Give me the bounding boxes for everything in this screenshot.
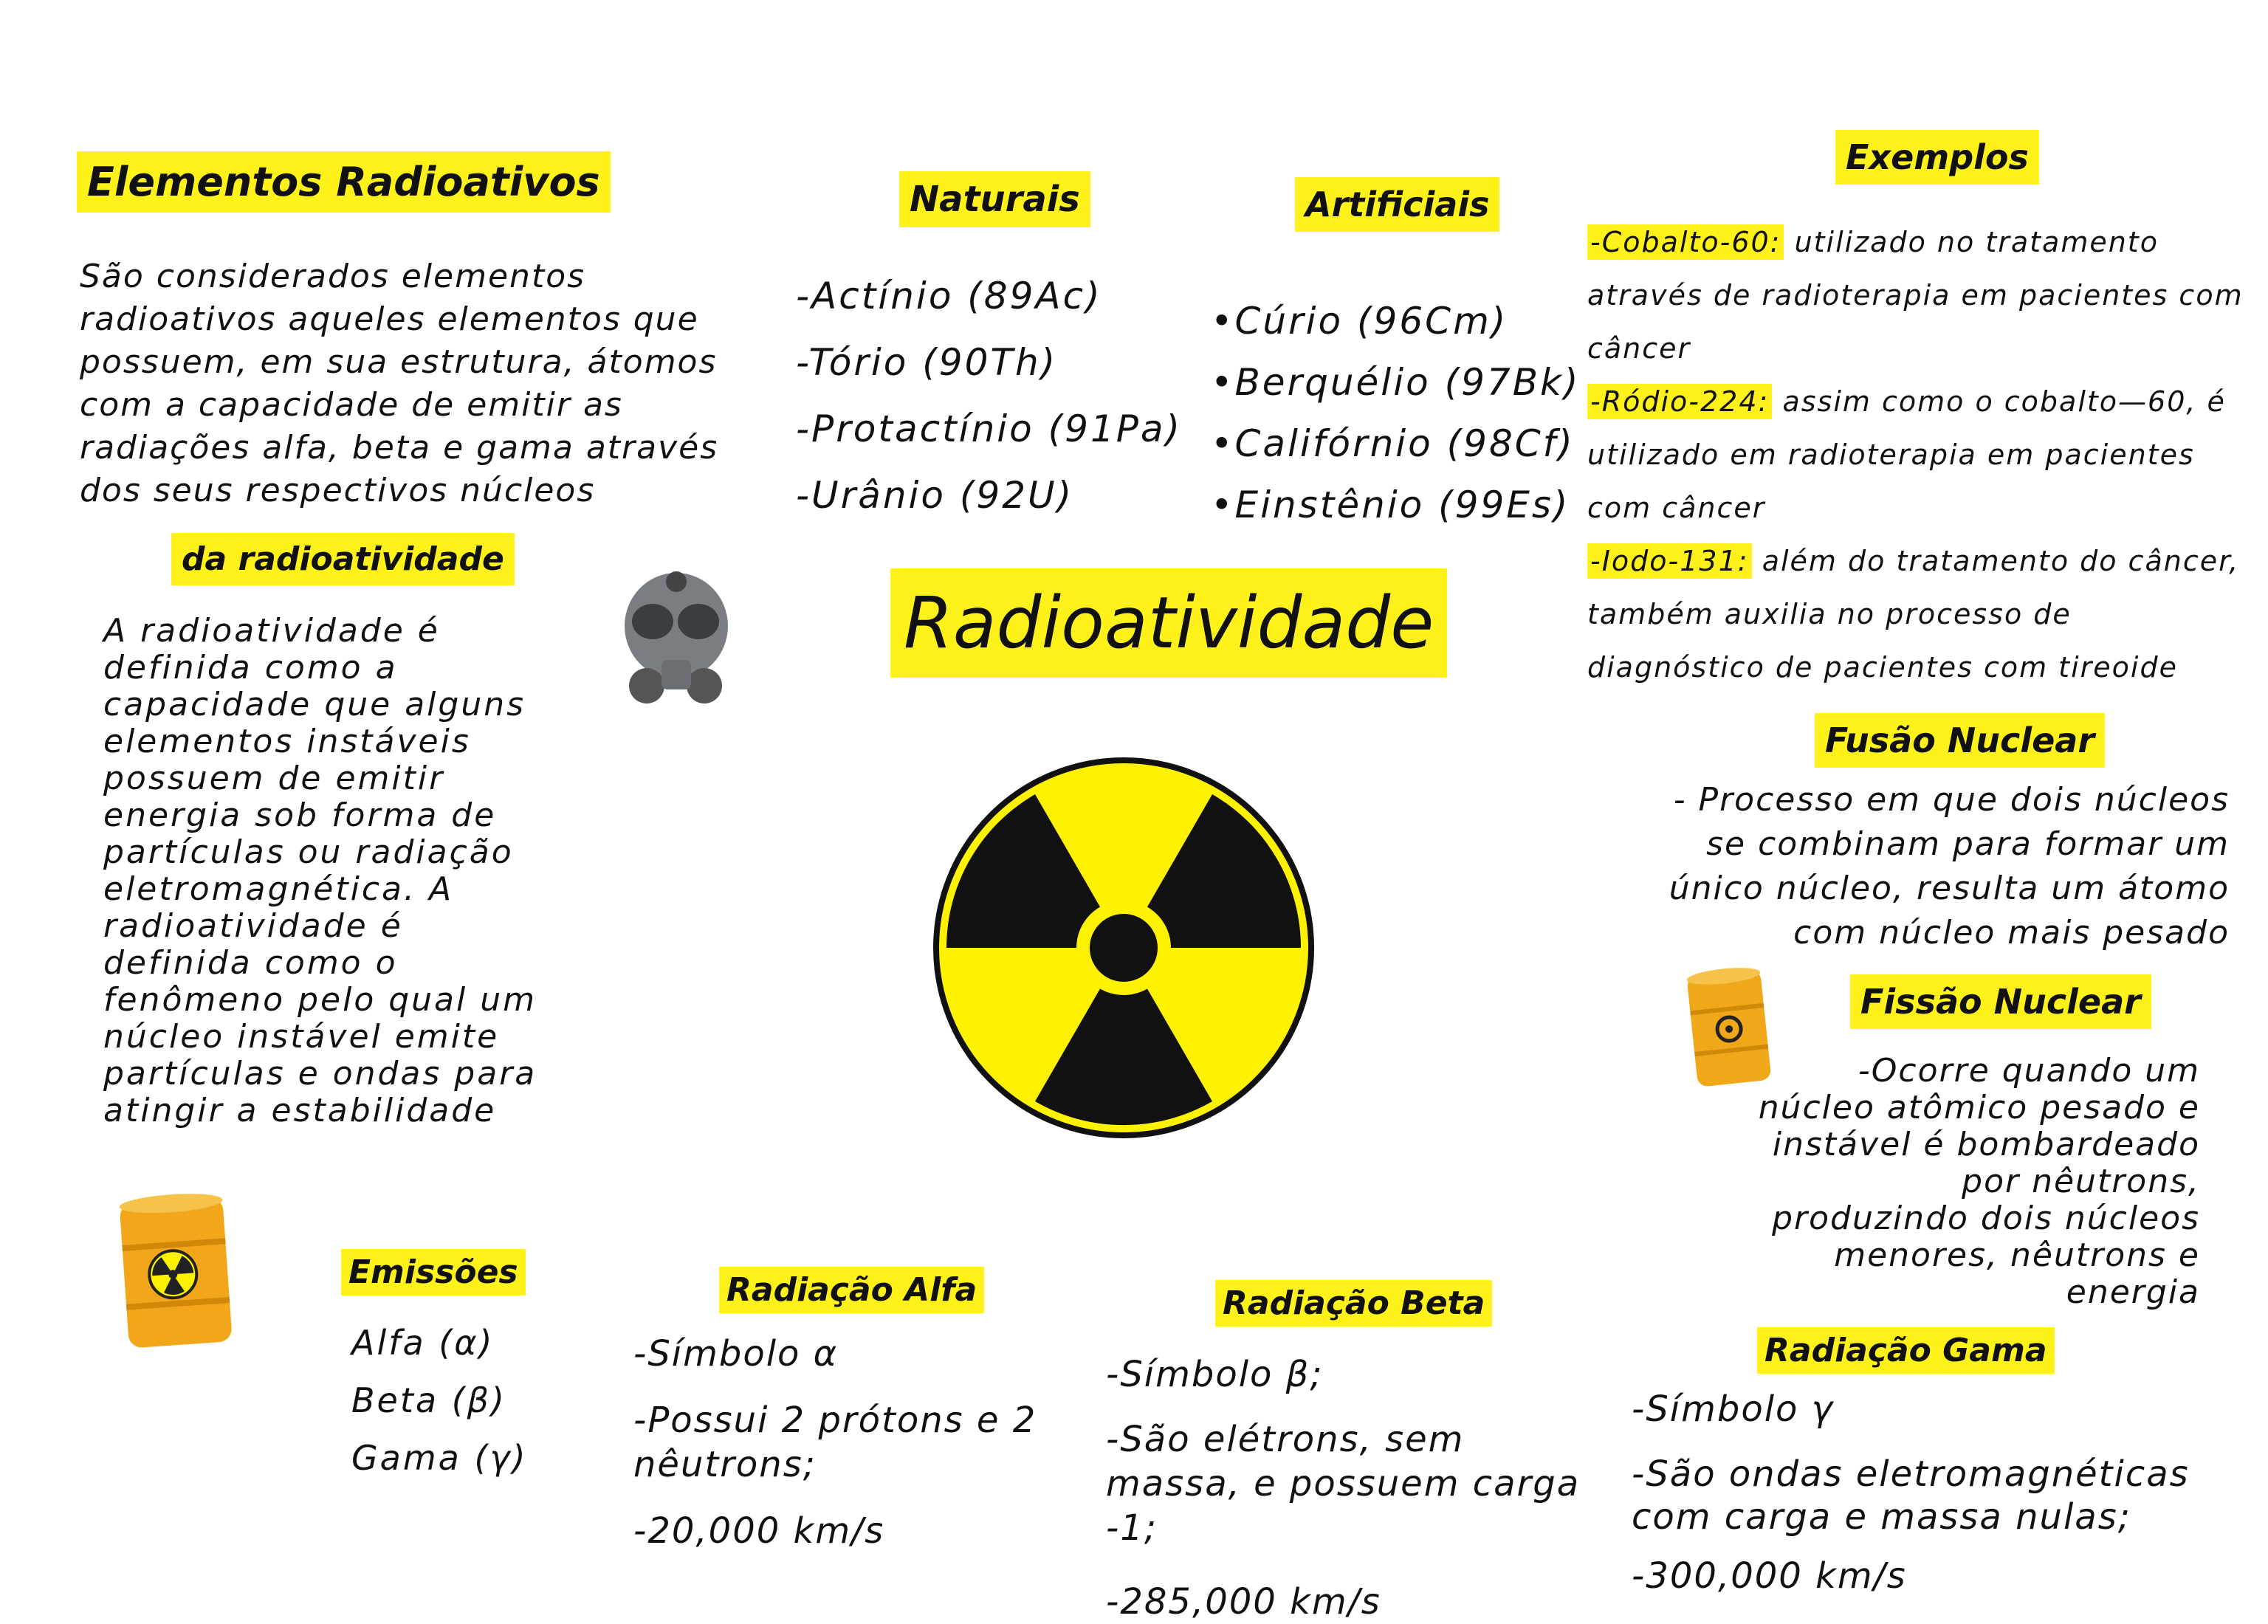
naturais-title: Naturais: [899, 171, 1090, 227]
list-item: •Califórnio (98Cf): [1211, 422, 1575, 465]
fissao-title: Fissão Nuclear: [1850, 974, 2151, 1029]
alfa-list: [633, 1332, 1076, 1553]
example-text: além do tratamento do câncer, também auxilia no processo de diagnóstico de pacientes com tireoide: [1587, 545, 2240, 684]
fissao-body: -Ocorre quando um núcleo atômico pesado e instável é bombardeado por nêutrons, produzindo dois núcleos menores, nêutrons e energia: [1758, 1052, 2200, 1311]
definicao-section: [171, 533, 515, 585]
exemplos-title: Exemplos: [1835, 130, 2039, 185]
list-item: -São ondas eletromagnéticas com carga e massa nulas;: [1632, 1453, 2190, 1538]
list-item: Beta (β): [351, 1380, 506, 1420]
naturais-section: [899, 171, 1090, 227]
beta-title: Radiação Beta: [1215, 1280, 1492, 1327]
gama-title: Radiação Gama: [1757, 1327, 2055, 1374]
radiation-symbol-icon: [932, 741, 1316, 1155]
list-item: •Berquélio (97Bk): [1211, 361, 1581, 404]
list-item: -São elétrons, sem massa, e possuem carga -1;: [1106, 1419, 1581, 1549]
list-item: -285,000 km/s: [1106, 1581, 1381, 1623]
list-item: -Urânio (92U): [796, 474, 1074, 517]
definicao-body: A radioatividade é definida como a capacidade que alguns elementos instáveis possuem de emitir energia sob forma de partículas ou radiação eletromagnética. A radioatividade é definida como o fenômeno pelo qual um núcleo instável emite partículas e ondas para atingir a estabilidade: [103, 612, 537, 1129]
beta-section: [1215, 1280, 1492, 1327]
example-name: -Iodo-131:: [1587, 543, 1752, 579]
emissoes-title: Emissões: [341, 1249, 526, 1296]
example-text: assim como o cobalto—60, é utilizado em radioterapia em pacientes com câncer: [1587, 385, 2226, 524]
alfa-section: [719, 1267, 984, 1313]
fissao-section: [1850, 974, 2151, 1029]
list-item: [1587, 216, 2252, 375]
list-item: •Cúrio (96Cm): [1211, 300, 1508, 343]
page-title: Radioatividade: [890, 568, 1447, 678]
gas-mask-icon: [610, 564, 743, 712]
list-item: -Símbolo β;: [1106, 1354, 1324, 1395]
list-item: -Símbolo α: [633, 1333, 839, 1374]
naturais-list: [796, 263, 1182, 529]
alfa-title: Radiação Alfa: [719, 1267, 984, 1313]
list-item: -Possui 2 prótons e 2 nêutrons;: [633, 1400, 1037, 1485]
exemplos-section: [1835, 130, 2039, 185]
list-item: -Actínio (89Ac): [796, 275, 1102, 317]
list-item: [1587, 534, 2252, 694]
list-item: Gama (γ): [351, 1438, 528, 1478]
list-item: -Símbolo γ: [1632, 1389, 1835, 1430]
list-item: -20,000 km/s: [633, 1510, 885, 1552]
elementos-title: Elementos Radioativos: [77, 151, 611, 213]
emissoes-list: [351, 1314, 528, 1487]
fusao-title: Fusão Nuclear: [1815, 713, 2105, 768]
elementos-body: São considerados elementos radioativos aqueles elementos que possuem, em sua estrutura, átomos com a capacidade de emitir as radiações alfa, beta e gama através dos seus respectivos núcleos: [80, 258, 719, 509]
example-name: -Cobalto-60:: [1587, 224, 1784, 260]
example-text: utilizado no tratamento através de radioterapia em pacientes com câncer: [1587, 226, 2244, 365]
radioactive-barrel-icon: [109, 1190, 242, 1352]
list-item: [1587, 375, 2252, 534]
list-item: Alfa (α): [351, 1323, 495, 1363]
emissoes-section: [341, 1249, 526, 1296]
list-item: -Protactínio (91Pa): [796, 407, 1183, 450]
fusao-body: - Processo em que dois núcleos se combinam para formar um único núcleo, resulta um átomo com núcleo mais pesado: [1669, 781, 2230, 952]
fusao-section: [1815, 713, 2105, 768]
example-name: -Ródio-224:: [1587, 384, 1772, 419]
list-item: -Tório (90Th): [796, 341, 1058, 384]
artificiais-list: [1211, 291, 1580, 536]
list-item: •Einstênio (99Es): [1211, 484, 1570, 526]
list-item: -300,000 km/s: [1632, 1555, 1907, 1597]
gama-section: [1757, 1327, 2055, 1374]
main-title-wrap: [890, 568, 1447, 678]
beta-list: [1106, 1352, 1593, 1624]
gama-list: [1632, 1388, 2193, 1597]
artificiais-section: [1295, 177, 1499, 232]
exemplos-list: [1587, 216, 2252, 694]
artificiais-title: Artificiais: [1295, 177, 1499, 232]
elementos-section: [77, 151, 611, 213]
definicao-title: da radioatividade: [171, 533, 515, 585]
